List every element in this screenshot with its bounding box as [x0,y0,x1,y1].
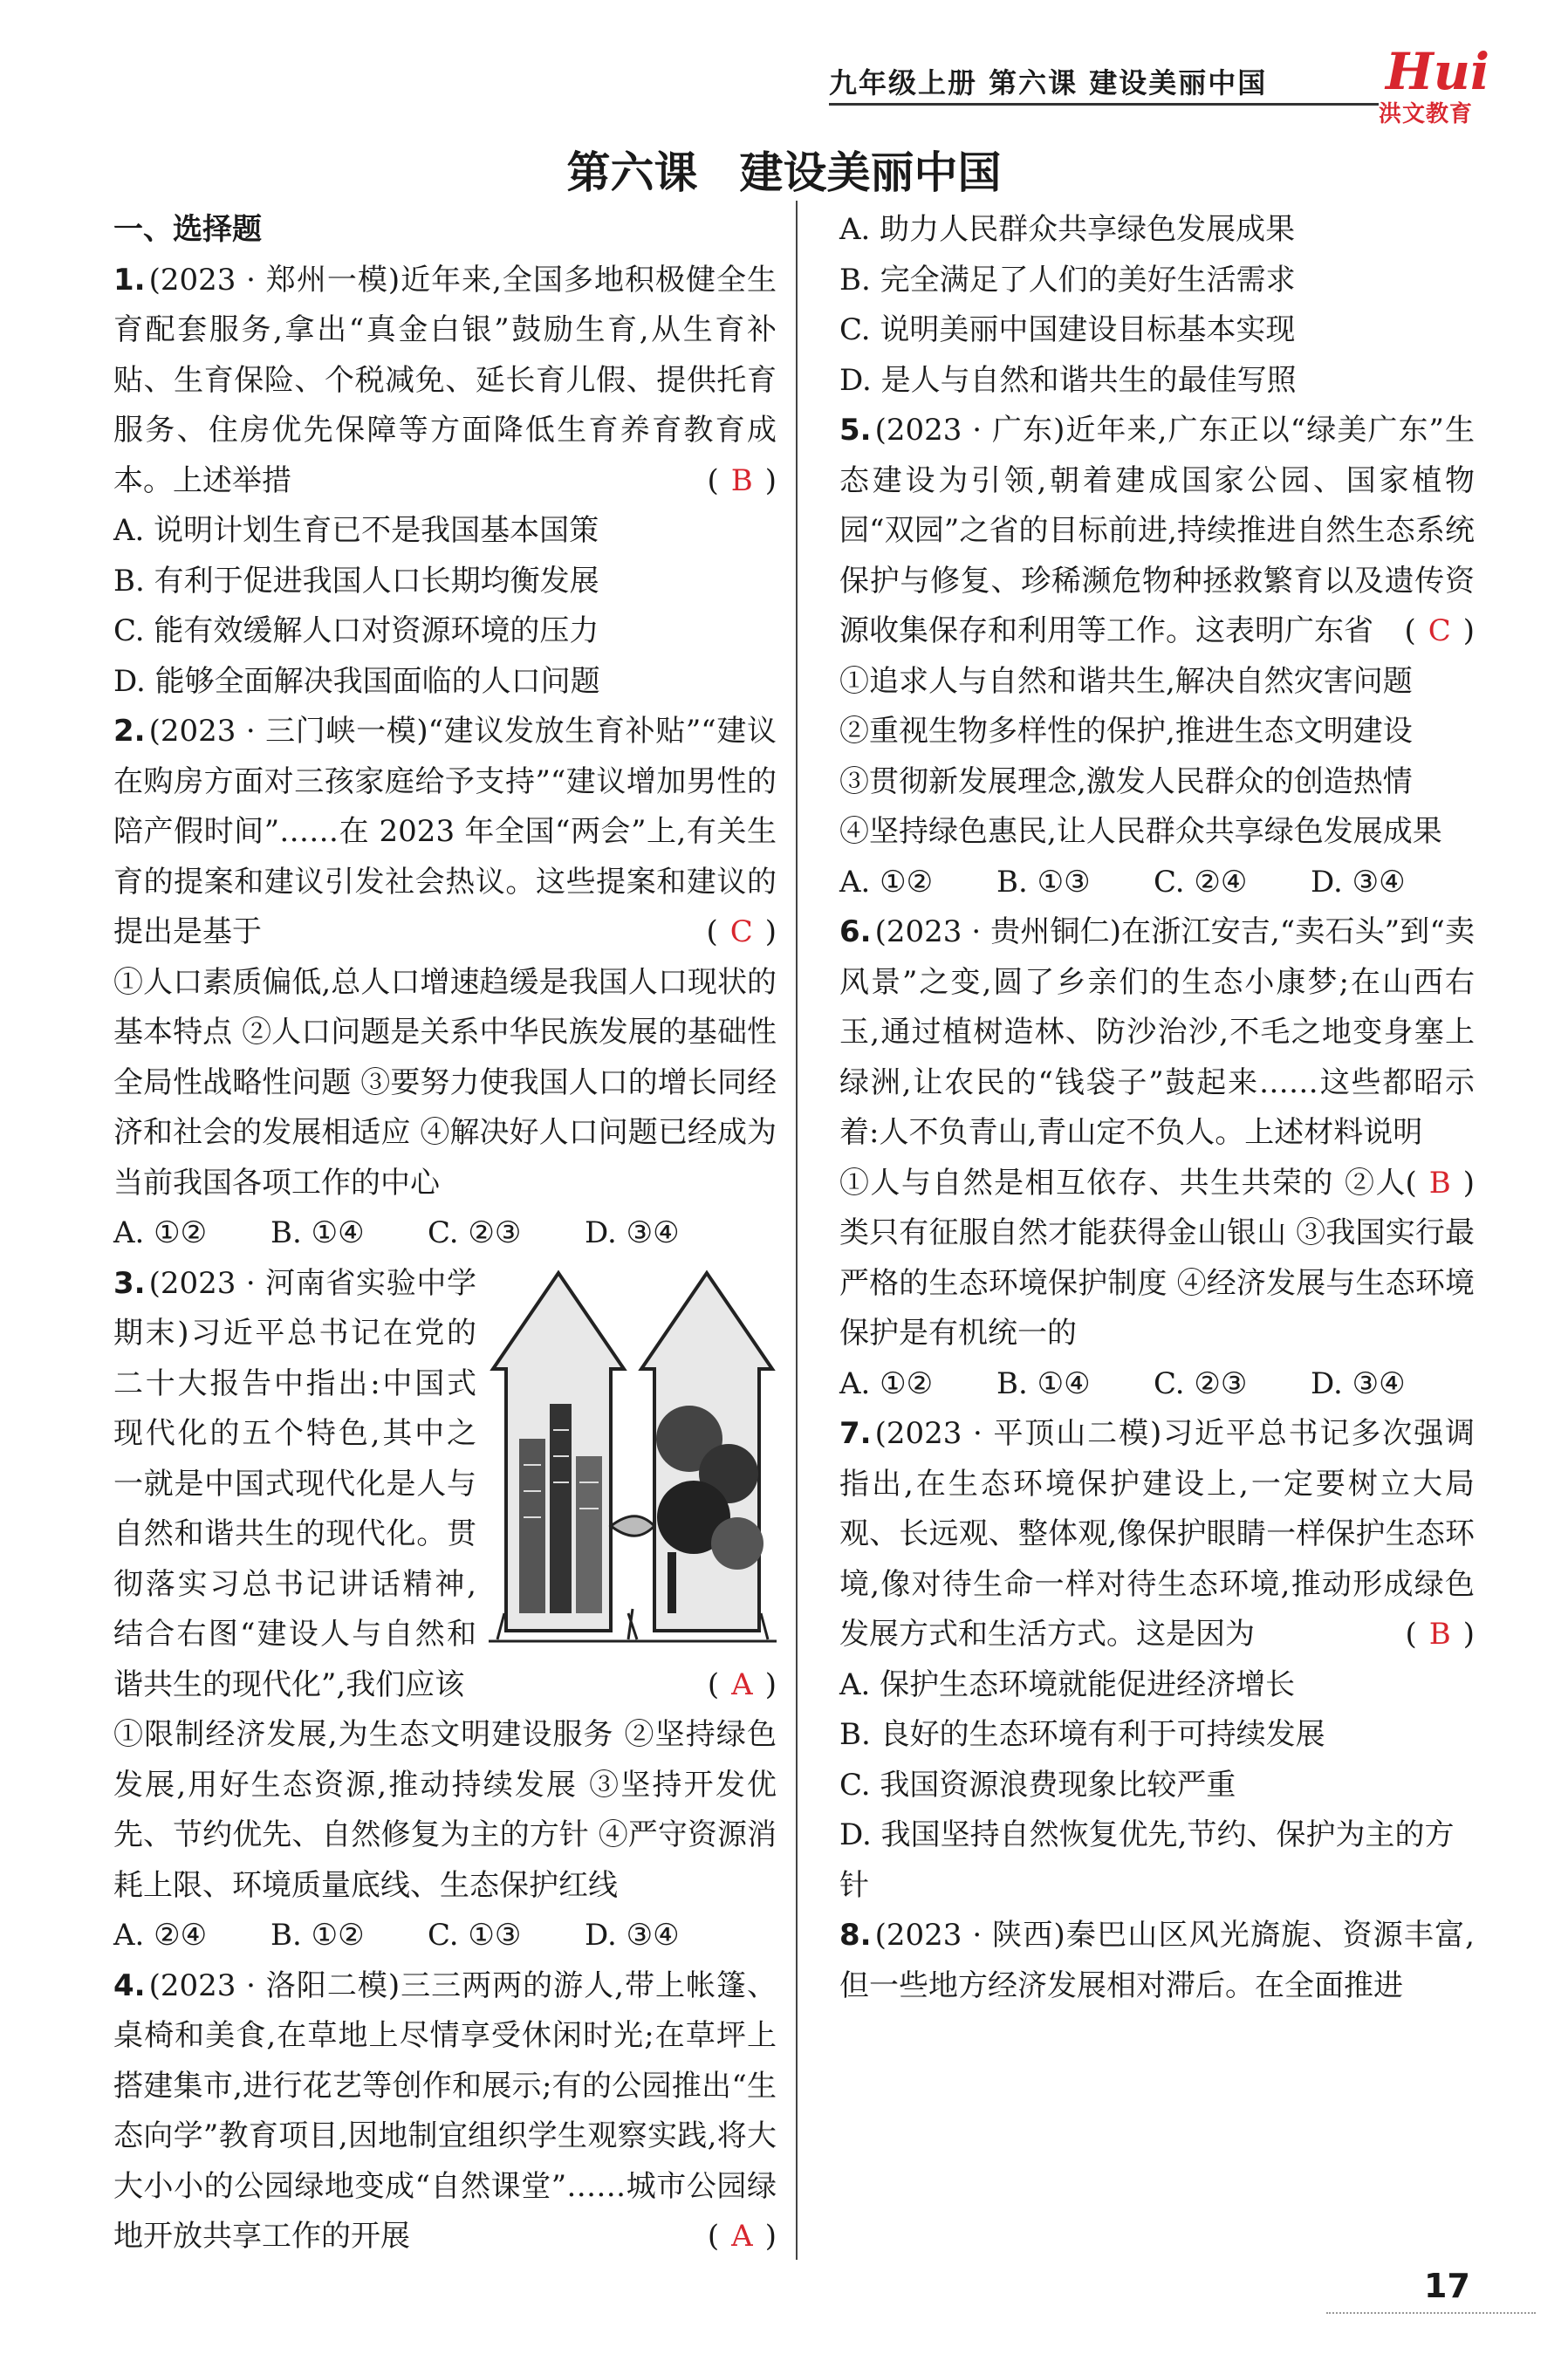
q7-option-d: D. 我国坚持自然恢复优先,节约、保护为主的方针 [839,1817,1455,1903]
question-3 [113,1259,777,1961]
q8-number: 8. [839,1918,872,1953]
q1-option-a: A. 说明计划生育已不是我国基本国策 [113,513,599,548]
q4-number: 4. [113,1967,146,2003]
left-column [113,205,777,2262]
q5-option-d: D. ③④ [1311,864,1406,900]
question-4-options [839,205,1475,406]
q1-answer: ( B ) [707,462,777,498]
question-2 [113,707,777,1259]
q7-answer: ( B ) [1405,1617,1475,1652]
lesson-name: 建设美丽中国 [739,147,1002,198]
harmony-illustration [489,1264,777,1648]
header-rule [829,103,1379,106]
q2-number: 2. [113,714,146,749]
page-title [0,138,1568,201]
q3-answer: ( A ) [707,1666,777,1702]
q7-stem: (2023 · 平顶山二模)习近平总书记多次强调指出,在生态环境保护建设上,一定要树立大局观、长远观、整体观,像保护眼睛一样保护生态环境,像对待生命一样对待生态环境,推动形成绿色发展方式和生活方式。这是因为 [839,1416,1475,1652]
q2-option-d: D. ③④ [585,1215,680,1250]
q7-option-a: A. 保护生态环境就能促进经济增长 [839,1666,1296,1702]
running-header: 九年级上册 第六课 建设美丽中国 [829,66,1268,99]
q4-option-d: D. 是人与自然和谐共生的最佳写照 [839,362,1297,398]
question-4-start [113,1961,777,2262]
q3-number: 3. [113,1265,146,1301]
q3-stem: (2023 · 河南省实验中学期末)习近平总书记在党的二十大报告中指出:中国式现代化的五个特色,其中之一就是中国式现代化是人与自然和谐共生的现代化。贯彻落实习总书记讲话精神,结合右图“建设人与自然和谐共生的现代化”,我们应该 [113,1265,476,1702]
q5-option-a: A. ①② [839,864,934,900]
column-divider [796,201,798,2260]
q4-option-a: A. 助力人民群众共享绿色发展成果 [839,212,1296,247]
q5-item-4: ④坚持绿色惠民,让人民群众共享绿色发展成果 [839,814,1442,849]
q7-number: 7. [839,1416,872,1451]
question-7 [839,1409,1475,1911]
q5-stem: (2023 · 广东)近年来,广东正以“绿美广东”生态建设为引领,朝着建成国家公园、国家植物园“双园”之省的目标前进,持续推进自然生态系统保护与修复、珍稀濒危物种拯救繁育以及遗传资源收集保存和利用等工作。这表明广东省 [839,413,1475,648]
q7-option-c: C. 我国资源浪费现象比较严重 [839,1767,1236,1803]
q8-stem: (2023 · 陕西)秦巴山区风光旖旎、资源丰富,但一些地方经济发展相对滞后。在全面推进 [839,1918,1475,2003]
q6-option-c: C. ②③ [1154,1365,1248,1401]
footer-dotted-rule [1326,2312,1536,2314]
q3-option-b: B. ①② [270,1918,365,1953]
question-5 [839,406,1475,907]
q3-option-a: A. ②④ [113,1918,208,1953]
q5-answer: ( C ) [1404,613,1475,648]
q5-option-c: C. ②④ [1154,864,1248,900]
q1-option-b: B. 有利于促进我国人口长期均衡发展 [113,563,599,599]
q6-option-b: B. ①④ [996,1365,1091,1401]
q5-item-3: ③贯彻新发展理念,激发人民群众的创造热情 [839,763,1413,799]
q6-option-a: A. ①② [839,1365,934,1401]
q2-option-c: C. ②③ [428,1215,522,1250]
question-6 [839,907,1475,1409]
q4-option-c: C. 说明美丽中国建设目标基本实现 [839,312,1296,347]
question-8-start [839,1911,1475,2011]
q1-option-d: D. 能够全面解决我国面临的人口问题 [113,663,600,699]
q1-number: 1. [113,262,146,298]
q3-option-d: D. ③④ [585,1918,680,1953]
q6-option-d: D. ③④ [1311,1365,1406,1401]
q5-number: 5. [839,413,872,448]
section-heading: 一、选择题 [113,212,262,247]
q5-option-b: B. ①③ [996,864,1091,900]
lesson-number: 第六课 [566,147,698,198]
q2-option-b: B. ①④ [270,1215,365,1250]
q2-option-a: A. ①② [113,1215,208,1250]
logo-subtitle: 洪文教育 [1379,101,1474,127]
q3-statements: ①限制经济发展,为生态文明建设服务 ②坚持绿色发展,用好生态资源,推动持续发展 ③坚持开发优先、节约优先、自然修复为主的方针 ④严守资源消耗上限、环境质量底线、生态保护红线 [113,1717,777,1903]
q4-answer: ( A ) [707,2219,777,2254]
publisher-logo [1379,42,1490,127]
q4-stem: (2023 · 洛阳二模)三三两两的游人,带上帐篷、桌椅和美食,在草地上尽情享受休闲时光;在草坪上搭建集市,进行花艺等创作和展示;有的公园推出“生态向学”教育项目,因地制宜组织学生观察实践,将大大小小的公园绿地变成“自然课堂”……城市公园绿地开放共享工作的开展 [113,1967,777,2254]
q3-option-c: C. ①③ [428,1918,522,1953]
q3-options [113,1911,777,1961]
right-column [839,205,1475,2011]
page-number: 17 [1424,2267,1470,2305]
q2-stem: (2023 · 三门峡一模)“建议发放生育补贴”“建议在购房方面对三孩家庭给予支持”“建议增加男性的陪产假时间”……在 2023 年全国“两会”上,有关生育的提案和建议引发社会热议。这些提案和建议的提出是基于 [113,714,777,949]
q6-answer: ( B ) [1405,1165,1475,1201]
q2-options [113,1208,777,1259]
q7-option-b: B. 良好的生态环境有利于可持续发展 [839,1717,1325,1752]
question-1 [113,256,777,708]
q5-options [839,858,1475,908]
q6-options [839,1359,1475,1410]
q6-statements: ①人与自然是相互依存、共生共荣的 ②人类只有征服自然才能获得金山银山 ③我国实行最严格的生态环境保护制度 ④经济发展与生态环境保护是有机统一的 [839,1165,1475,1351]
q5-item-2: ②重视生物多样性的保护,推进生态文明建设 [839,714,1413,749]
q4-option-b: B. 完全满足了人们的美好生活需求 [839,262,1296,298]
q6-number: 6. [839,914,872,949]
q2-statements: ①人口素质偏低,总人口增速趋缓是我国人口现状的基本特点 ②人口问题是关系中华民族发展的基础性全局性战略性问题 ③要努力使我国人口的增长同经济和社会的发展相适应 ④解决好人口问题已经成为当前我国各项工作的中心 [113,964,777,1201]
logo-mark: Hui [1386,42,1490,101]
q2-answer: ( C ) [706,914,777,949]
q1-stem: (2023 · 郑州一模)近年来,全国多地积极健全生育配套服务,拿出“真金白银”鼓励生育,从生育补贴、生育保险、个税减免、延长育儿假、提供托育服务、住房优先保障等方面降低生育养育教育成本。上述举措 [113,262,777,498]
q1-option-c: C. 能有效缓解人口对资源环境的压力 [113,613,599,648]
q5-item-1: ①追求人与自然和谐共生,解决自然灾害问题 [839,663,1413,699]
q6-stem: (2023 · 贵州铜仁)在浙江安吉,“卖石头”到“卖风景”之变,圆了乡亲们的生态小康梦;在山西右玉,通过植树造林、防沙治沙,不毛之地变身塞上绿洲,让农民的“钱袋子”鼓起来……这些都昭示着:人不负青山,青山定不负人。上述材料说明 [839,914,1475,1150]
